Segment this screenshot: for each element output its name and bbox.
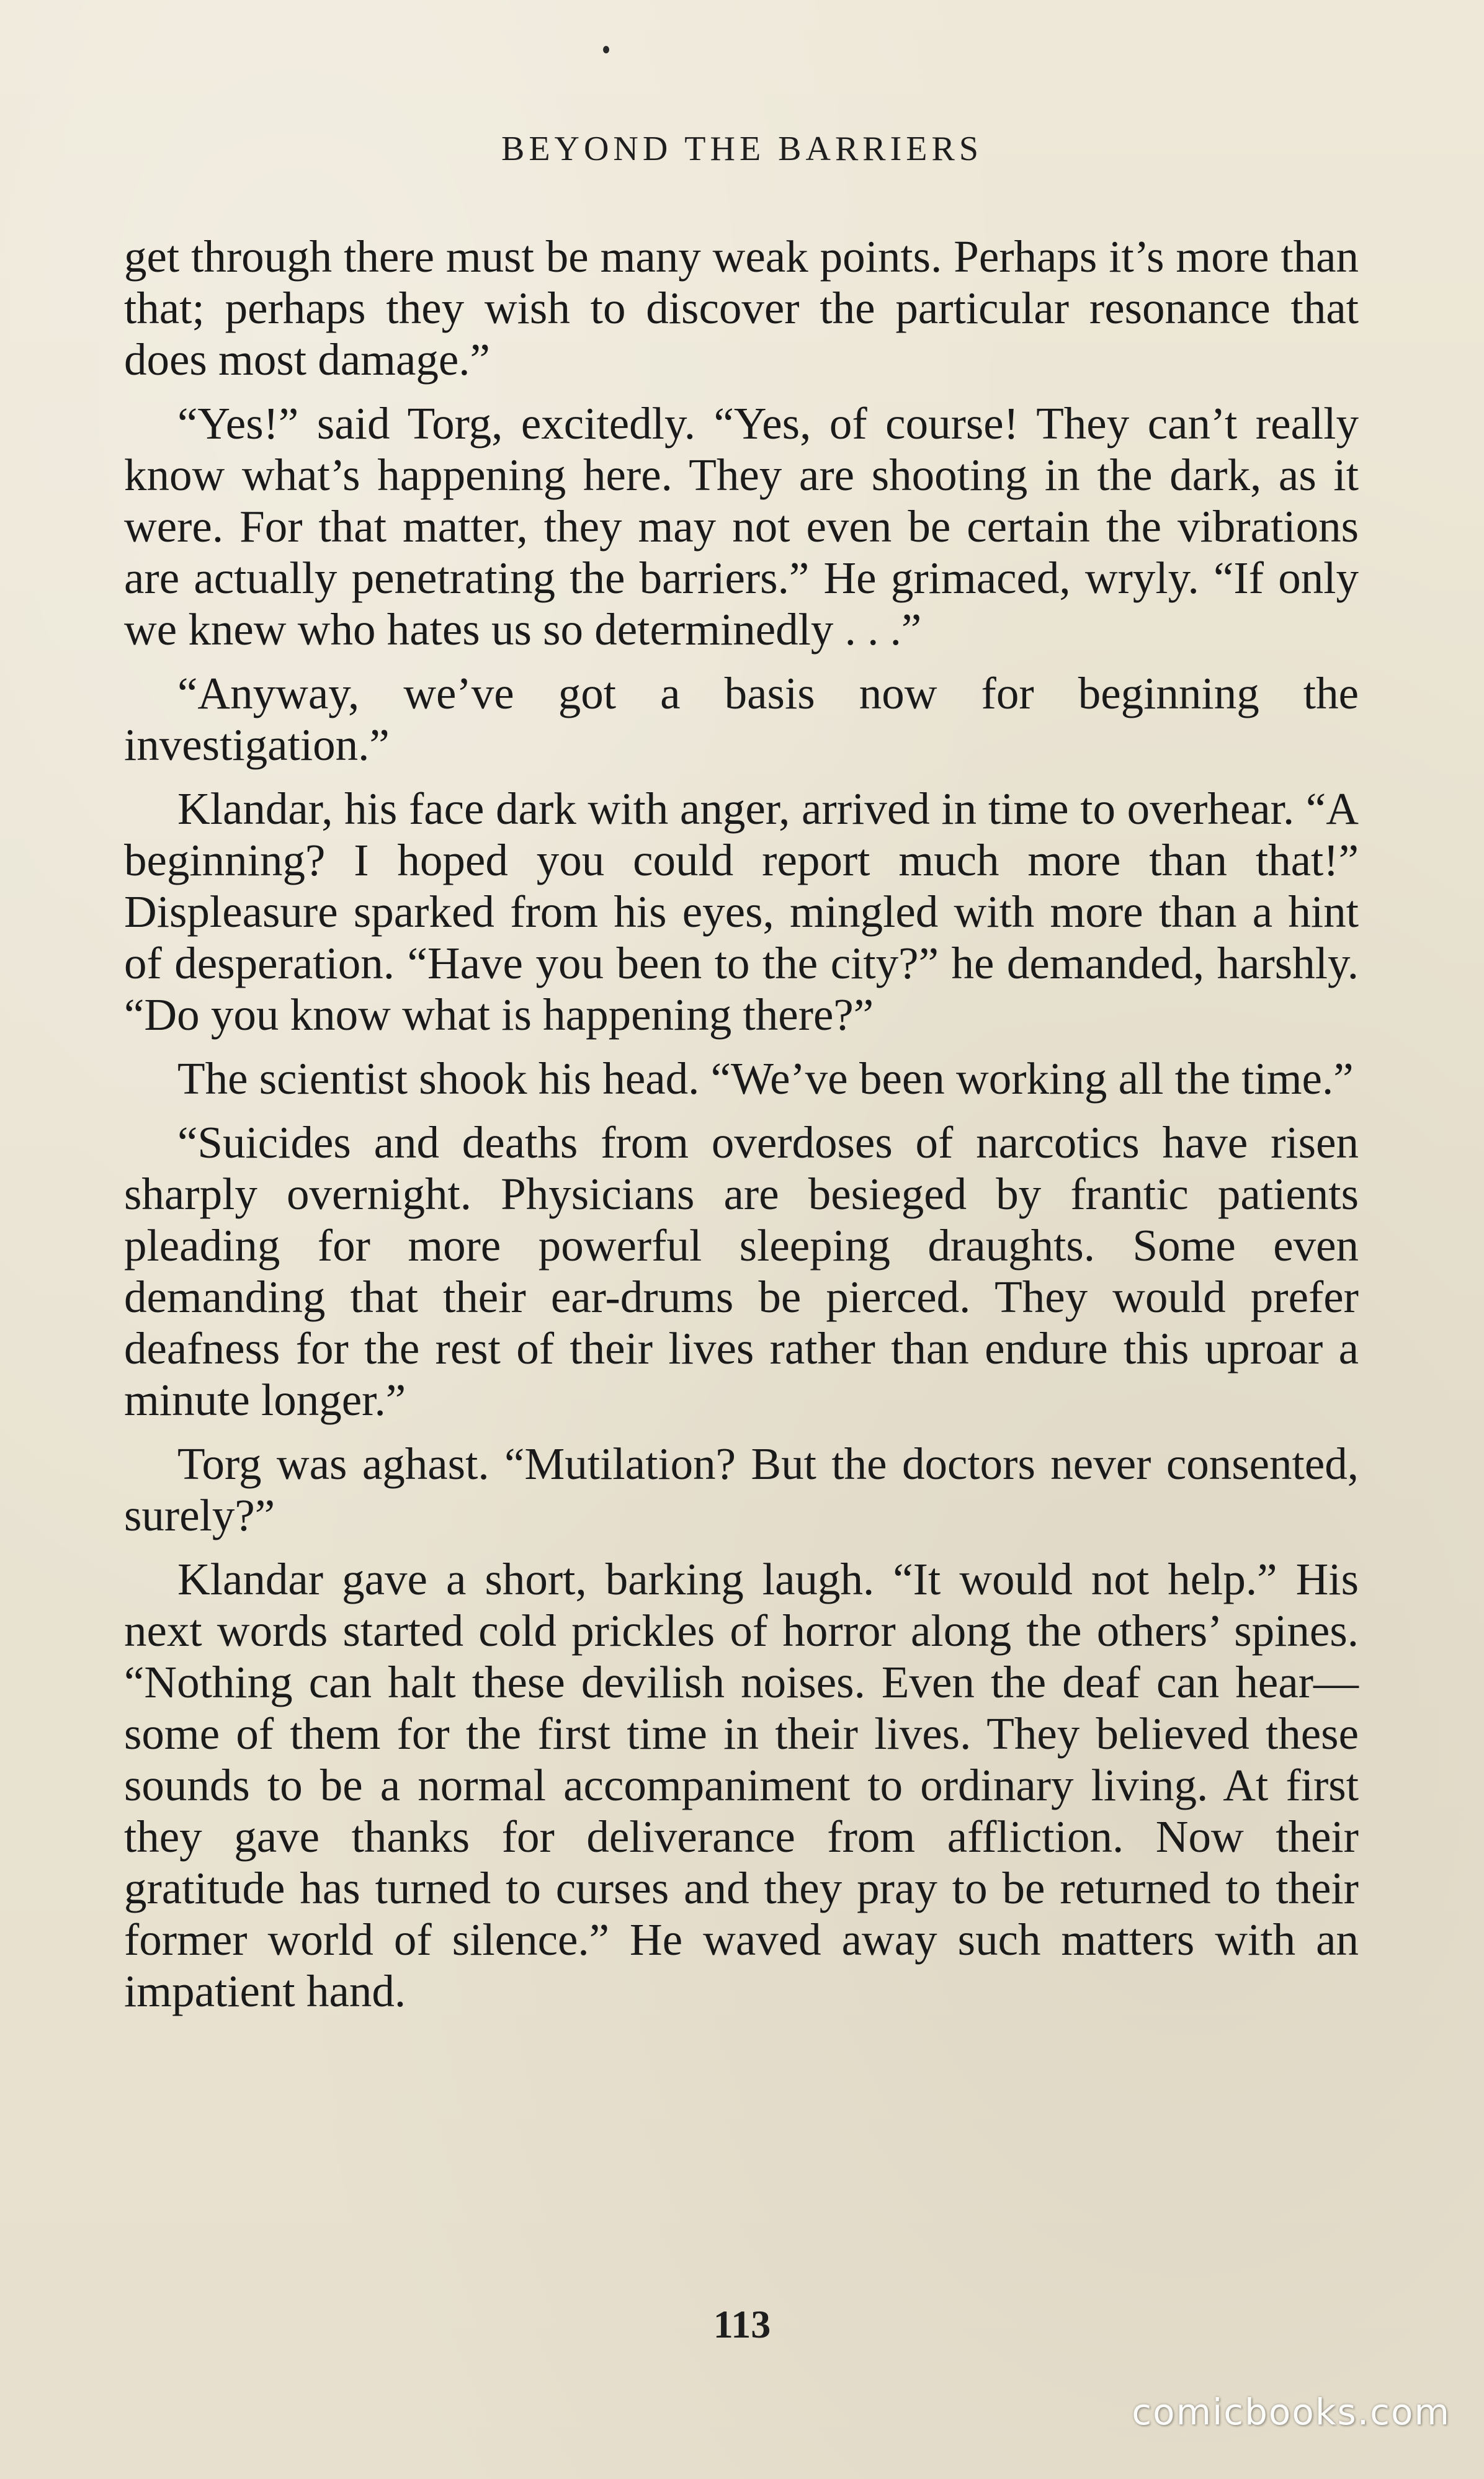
paragraph: “Yes!” said Torg, excitedly. “Yes, of course! They can’t really know what’s happening here. They are shooting in the dark, as it were. For that matter, they may not even be certain the vibrations are actually penetrating the barriers.” He grimaced, wryly. “If only we knew who hates us so determinedly . . .”: [124, 398, 1359, 654]
body-text: [124, 231, 1359, 2029]
paragraph: get through there must be many weak points. Perhaps it’s more than that; perhaps they wish to discover the particular resonance that does most damage.”: [124, 231, 1359, 385]
site-watermark: comicbooks.com: [1132, 2391, 1450, 2433]
running-title: BEYOND THE BARRIERS: [501, 130, 983, 168]
paragraph: “Anyway, we’ve got a basis now for beginning the investigation.”: [124, 668, 1359, 770]
paragraph: The scientist shook his head. “We’ve been working all the time.”: [177, 1053, 1354, 1104]
paragraph: Torg was aghast. “Mutilation? But the doctors never consented, surely?”: [124, 1439, 1359, 1540]
paragraph: Klandar, his face dark with anger, arrived in time to overhear. “A beginning? I hoped you could report much more than that!” Displeasure sparked from his eyes, mingled with more than a hint of desperation. “Have you been to the city?” he demanded, harshly. “Do you know what is happening there?”: [124, 784, 1359, 1040]
page-number: 113: [713, 2302, 771, 2346]
paragraph: “Suicides and deaths from overdoses of narcotics have risen sharply overnight. Physicians are besieged by frantic patients pleading for more powerful sleeping draughts. Some even demanding that their ear-drums be pierced. They would prefer deafness for the rest of their lives rather than endure this uproar a minute longer.”: [124, 1117, 1359, 1425]
ink-speck: [603, 46, 609, 53]
paragraph: Klandar gave a short, barking laugh. “It would not help.” His next words started cold prickles of horror along the others’ spines. “Nothing can halt these devilish noises. Even the deaf can hear—some of them for the first time in their lives. They believed these sounds to be a normal accompaniment to ordinary living. At first they gave thanks for deliverance from affliction. Now their gratitude has turned to curses and they pray to be returned to their former world of silence.” He waved away such matters with an impatient hand.: [124, 1554, 1359, 2016]
